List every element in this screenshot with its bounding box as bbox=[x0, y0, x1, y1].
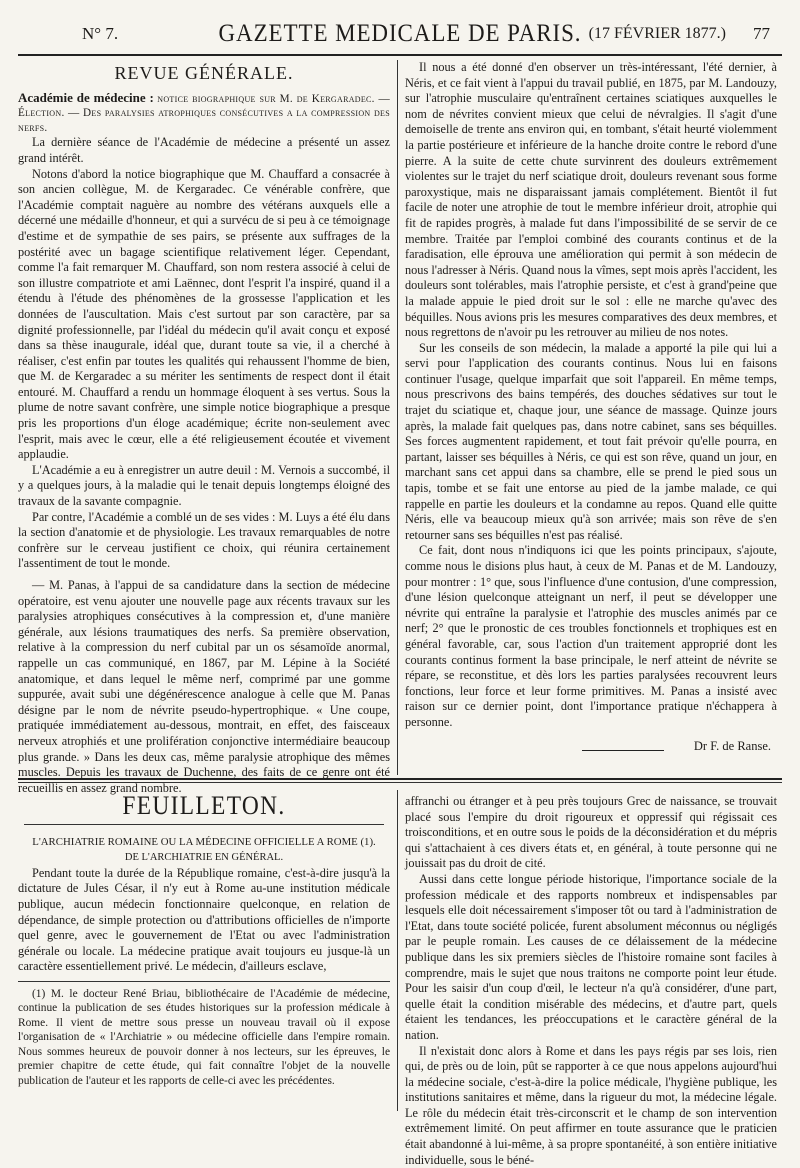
observation-paragraph: Sur les conseils de son médecin, la malade a apporté la pile qui lui a servi pour l'application des courants continus. Nous lui en faisons continuer l'usage, quelque imparfait que soit l'appareil. En même temps, nous prescrivons des bains tempérés, des douches sédatives sur tout le trajet du sciatique et, chaque jour, une séance de massage. Quinze jours après, la malade fait quelques pas, dans notre cabinet, sans ses béquilles. Ses forces augmentent rapidement, et tout fait prévoir qu'elle pourra, en partant, laisser ses béquilles à Néris, ce qui est son rêve, quand un jour, en marchant sans cet appui dans sa chambre, elle se prend le pied sous un tapis, tombe et se fait une entorse au pied de la jambe malade, ce qui rappelle en partie les douleurs et la condamne au repos. Quand elle quitte Néris, elle va beaucoup mieux qu'à son arrivée; mais son rêve de s'en retourner sans ses béquilles n'est pas réalisé. bbox=[405, 341, 777, 544]
academie-summary bbox=[18, 91, 390, 136]
footnote: (1) M. le docteur René Briau, bibliothécaire de l'Académie de médecine, continue la publication de ses études historiques sur la profession médicale à Rome. Il vient de mettre sous presse un nouveau travail où il expose l'organisation de « l'Archiatrie » ou médecine officielle dans l'empire romain. Nous sommes heureux de pouvoir donner à nos lecteurs, sur les épreuves, le premier chapitre de cette étude, qui fait connaître l'objet de la nouvelle publication de l'auteur et les rapports de celle-ci avec les précédentes. bbox=[18, 987, 390, 1089]
feuilleton-paragraph: Pendant toute la durée de la République romaine, c'est-à-dire jusqu'à la dictature de Jules César, il n'y eut à Rome au-une institution médicale publique, aucun médecin fonctionnaire quelconque, en relation de dépendance, de simple protection ou d'attributions officielles de n'importe quel genre, avec le gouvernement de l'Etat ou avec l'administration générale ou locale. La médecine pratique avait toujours eu jusque-là un caractère essentiellement privé. Le médecin, d'ailleurs esclave, bbox=[18, 866, 390, 975]
revue-paragraph: Par contre, l'Académie a comblé un de ses vides : M. Luys a été élu dans la section d'anatomie et de physiologie. Les travaux remarquables de notre confrère sur le cerveau justifient ce choix, qui réunira certainement l'assentiment de tout le monde. bbox=[18, 510, 390, 572]
revue-paragraph: — M. Panas, à l'appui de sa candidature dans la section de médecine opératoire, est venu ajouter une nouvelle page aux récents travaux sur les paralysies atrophiques consécutives à la compression et, d'une manière générale, aux lésions traumatiques des nerfs. Sa première observation, relative à la compression du nerf cubital par un os sésamoïde anormal, rappelle un cas communiqué, en 1867, par M. Lépine à la Société anatomique, et dans lequel le même nerf, comprimé par une gomme suppurée, avait subi une dégénérescence analogue à celle que M. Panas désigne par le nom de névrite pseudo-hypertrophique. « Une coupe, pratiquée immédiatement au-dessous, montrait, en effet, des faisceaux nerveux atrophiés et une prolifération conjonctive intermédiaire beaucoup plus grande. » Dans les deux cas, même paralysie atrophique des mêmes muscles. Depuis les travaux de Duchenne, des faits de ce genre ont été recueillis en assez grand nombre. bbox=[18, 578, 390, 796]
feuilleton-heading: FEUILLETON. bbox=[37, 798, 372, 814]
revue-paragraph: La dernière séance de l'Académie de médecine a présenté un assez grand intérêt. bbox=[18, 135, 390, 166]
feuilleton-separator-bottom bbox=[18, 782, 782, 783]
feuilleton-rule bbox=[24, 824, 384, 825]
page-number: 77 bbox=[753, 24, 770, 44]
footnote-rule bbox=[18, 981, 390, 982]
feuilleton-left-column bbox=[18, 794, 390, 1088]
author-signature: Dr F. de Ranse. bbox=[694, 739, 771, 753]
revue-paragraph: Notons d'abord la notice biographique que M. Chauffard a consacrée à son ancien collègue, M. de Kergaradec. Ce vénérable confrère, que l'Académie comptait naguère au nombre des vétérans auxquels elle a décerné une médaille d'honneur, et qui a survécu de si peu à ce témoignage d'estime et de sympathie de ses pairs, se présente aux suffrages de la postérité avec un bagage scientifique relativement léger. Cependant, comme l'a fait remarquer M. Chauffard, son nom restera associé à celui de son illustre compatriote et ami Laënnec, dont l'esprit l'a inspiré, quand il a étendu à l'étude des phénomènes de la grossesse l'application et les données de l'auscultation. Mais c'est surtout par son caractère, par sa dignité professionnelle, par l'idéal du médecin qu'il avait conçu et exposé dans sa thèse inaugurale, idéal que, durant toute sa vie, il a cherché à réaliser, c'est enfin par toutes les qualités qui rehaussent l'homme de bien, que M. de Kergaradec a su mériter les sentiments de respect dont il était entouré. M. Chauffard a rendu un hommage éloquent à ses vertus. Sous la plume de notre savant confrère, une simple notice biographique a presque pris les proportions d'un éloge académique; écrite non-seulement avec l'esprit, mais avec le cœur, elle a été religieusement écoutée et vivement applaudie. bbox=[18, 167, 390, 463]
issue-date: (17 FÉVRIER 1877.) bbox=[589, 25, 726, 43]
masthead-rule bbox=[18, 54, 782, 56]
masthead bbox=[30, 18, 770, 52]
issue-number: N° 7. bbox=[82, 24, 118, 44]
feuilleton-paragraph: Il n'existait donc alors à Rome et dans les pays régis par ses lois, rien qui, de près ou de loin, pût se rapporter à ce que nous appelons aujourd'hui la médecine sociale, c'est-à-dire la police médicale, l'hygiène publique, les institutions sanitaires et même, dans la rigueur du mot, la médecine légale. Le rôle du médecin était très-circonscrit et le champ de son intervention extrêmement limité. On peut affirmer en toute assurance que le praticien était abandonné à lui-même, à sa propre spontanéité, à son entière initiative individuelle, sous le béné- bbox=[405, 1044, 777, 1168]
academie-topics: notice biographique sur M. de Kergaradec. — Élection. — Des paralysies atrophiques consécutives a la compression des nerfs. bbox=[18, 93, 390, 134]
column-divider-top bbox=[397, 60, 398, 775]
column-divider-bottom bbox=[397, 790, 398, 1111]
observation-paragraph: Ce fait, dont nous n'indiquons ici que les points principaux, s'ajoute, comme nous le disions plus haut, à ceux de M. Panas et de M. Landouzy, pour montrer : 1° que, sous l'influence d'une contusion, d'une compression, d'une lésion quelconque atteignant un nerf, il peut se développer une névrite qui entraîne la paralysie et l'atrophie des muscles animés par ce nerf; 2° que le pronostic de ces troubles fonctionnels et trophiques est en général favorable, car, sous l'action d'un traitement approprié dont les courants continus forment la base principale, le nerf atteint de névrite se répare, se reconstitue, et dès lors les parties paralysées recouvrent leurs fonctions, leur force et leur forme primitives. M. Panas a insisté avec raison sur ce dernier point, dont l'importance pratique n'échappera à personne. bbox=[405, 543, 777, 730]
revue-generale-heading: REVUE GÉNÉRALE. bbox=[18, 66, 390, 82]
revue-generale-column bbox=[18, 60, 390, 796]
feuilleton-subtitle: L'ARCHIATRIE ROMAINE OU LA MÉDECINE OFFICIELLE A ROME (1). bbox=[18, 835, 390, 851]
feuilleton-paragraph: affranchi ou étranger et à peu près toujours Grec de naissance, se trouvait placé sous l'empire du droit rigoureux et oppressif qui régissait ces troisconditions, et en outre sous le poids de la déconsidération et du mépris qui s'attachaient à ces divers états et, en général, à toute personne qui ne jouissait pas du droit de cité. bbox=[405, 794, 777, 872]
feuilleton-right-column bbox=[405, 794, 777, 1168]
revue-paragraph: L'Académie a eu à enregistrer un autre deuil : M. Vernois a succombé, il y a quelques jours, à la maladie qui le tenait depuis longtemps éloigné des travaux de la savante compagnie. bbox=[18, 463, 390, 510]
signature-rule bbox=[582, 750, 664, 751]
academie-heading: Académie de médecine : bbox=[18, 90, 154, 105]
observation-column bbox=[405, 60, 777, 754]
feuilleton-paragraph: Aussi dans cette longue période historique, l'importance sociale de la profession médicale et des rapports nombreux et indispensables par lesquels elle doit nécessairement s'imposer tôt ou tard à l'administration de l'Etat, dans toute société policée, furent absolument méconnus ou négligés par le peuple romain. Les causes de ce délaissement de la médecine publique dans les six premiers siècles de l'histoire romaine sont faciles à comprendre, mais le sujet que nous traitons ne comporte point leur étude. Pour les saisir d'un coup d'œil, le lecteur n'a qu'à considérer, d'une part, quelle était la condition misérable des médecins, et d'autre part, quels étaient les tendances, les préoccupations et le caractère général de la nation. bbox=[405, 872, 777, 1044]
signature-block bbox=[405, 739, 777, 755]
observation-paragraph: Il nous a été donné d'en observer un très-intéressant, l'été dernier, à Néris, et ce fait vient à l'appui du travail publié, en 1875, par M. Landouzy, sur l'atrophie musculaire qu'entraînent certaines sciatiques auxquelles le nom de névrites convient mieux que celui de névralgies. Il s'agit d'une demoiselle de trente ans environ qui, en tombant, s'était heurté violemment la partie postérieure et inférieure de la hanche droite contre le rebord d'une pierre. A la suite de cette chute survinrent des douleurs extrêmement violentes sur le trajet du nerf sciatique droit, douleurs revenant sous forme paroxystique, mais ne disparaissant jamais complétement. Bientôt il fut facile de noter une atrophie de tout le membre inférieur droit, atrophie qui fit de rapides progrès, à malade fut dans l'impossibilité de se servir de ce membre. Traitée par l'emploi combiné des courants continus et de la faradisation, elle éprouva une amélioration qui permit à son médecin de nous l'adresser à Néris. Quand nous la vîmes, sept mois après l'accident, les douleurs sont tolérables, mais l'atrophie persiste, et c'est à grand'peine que la malade appuie le pied droit sur le sol : elle ne marche qu'avec des béquilles. Nous avions pris les mesures comparatives des deux membres, et nous regrettons de n'avoir pu les retrouver au milieu de nos notes. bbox=[405, 60, 777, 341]
feuilleton-section-title: DE L'ARCHIATRIE EN GÉNÉRAL. bbox=[18, 850, 390, 866]
feuilleton-separator-top bbox=[18, 778, 782, 780]
newspaper-title: GAZETTE MEDICALE DE PARIS. bbox=[60, 20, 741, 48]
